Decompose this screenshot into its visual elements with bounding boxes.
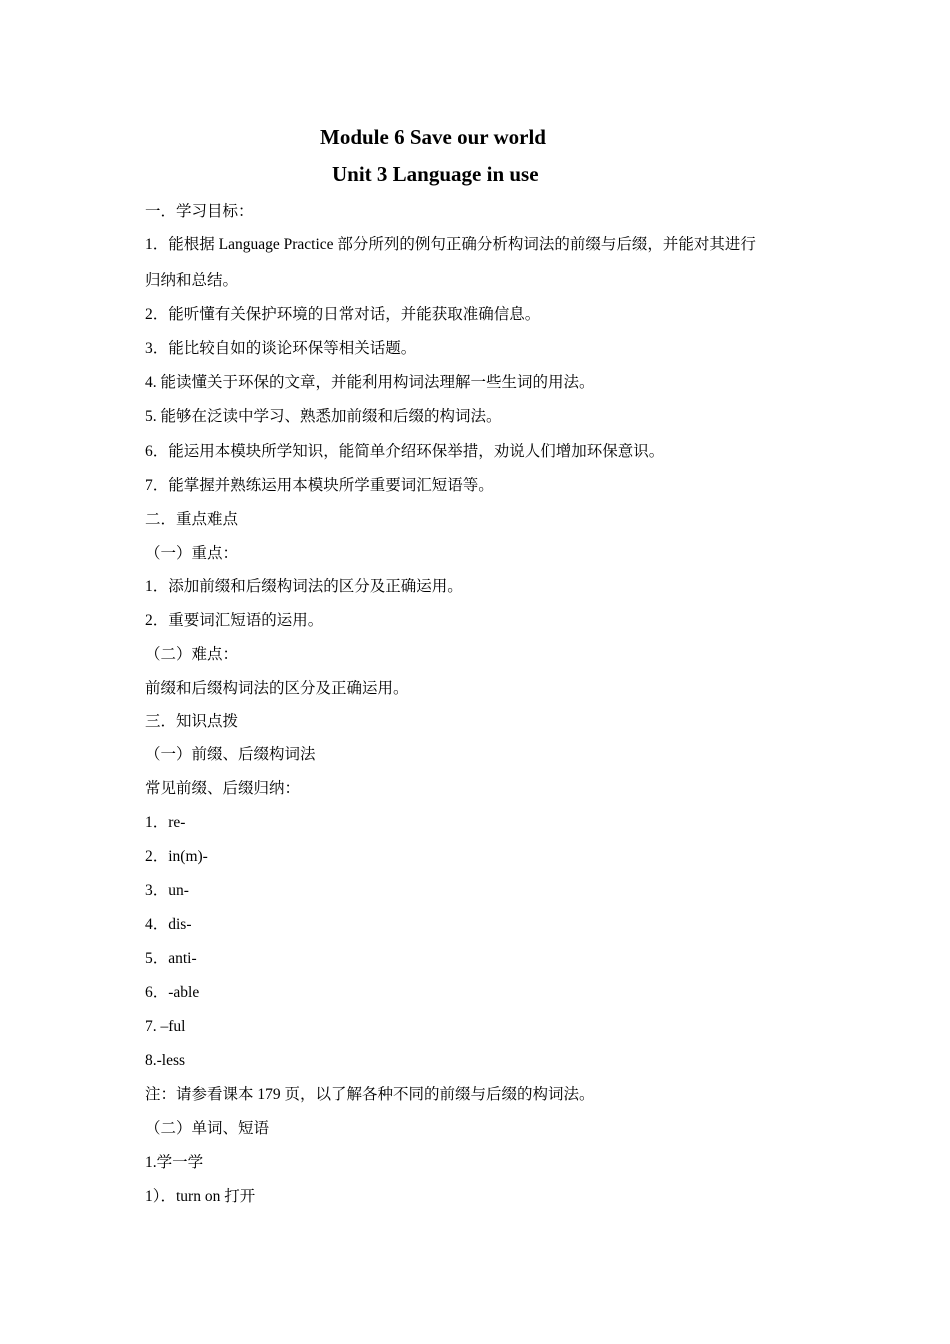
goal-item-2: 2．能听懂有关保护环境的日常对话，并能获取准确信息。 [145,306,541,323]
affix-item-6: 6．-able [145,984,200,1001]
affix-item-3: 3．un- [145,882,189,899]
vocabulary-item-1: 1）．turn on 打开 [145,1188,256,1205]
affix-item-5: 5．anti- [145,950,197,967]
goal-item-1-continued: 归纳和总结。 [145,272,239,289]
section-heading-knowledge: 三．知识点拨 [145,713,239,730]
goal-item-3: 3．能比较自如的谈论环保等相关话题。 [145,340,417,357]
document-title: Module 6 Save our world [320,125,546,149]
document-subtitle: Unit 3 Language in use [332,162,539,186]
vocabulary-learn-heading: 1.学一学 [145,1154,204,1171]
affix-summary-label: 常见前缀、后缀归纳： [145,780,301,797]
section-heading-learning-goals: 一．学习目标： [145,203,254,220]
section-heading-key-points: 二．重点难点 [145,511,239,528]
subsection-heading-focus: （一）重点： [145,545,239,562]
focus-item-2: 2．重要词汇短语的运用。 [145,612,324,629]
goal-item-7: 7．能掌握并熟练运用本模块所学重要词汇短语等。 [145,477,494,494]
subsection-heading-vocabulary: （二）单词、短语 [145,1120,270,1137]
difficulty-text: 前缀和后缀构词法的区分及正确运用。 [145,680,409,697]
affix-item-8: 8.-less [145,1052,186,1069]
goal-item-1: 1．能根据 Language Practice 部分所列的例句正确分析构词法的前缀与后缀，并能对其进行 [145,236,756,253]
affix-item-1: 1．re- [145,814,186,831]
note-text: 注：请参看课本 179 页，以了解各种不同的前缀与后缀的构词法。 [145,1086,595,1103]
goal-item-4: 4. 能读懂关于环保的文章，并能利用构词法理解一些生词的用法。 [145,374,595,391]
affix-item-2: 2．in(m)- [145,848,208,865]
goal-item-6: 6．能运用本模块所学知识，能简单介绍环保举措，劝说人们增加环保意识。 [145,443,665,460]
affix-item-4: 4．dis- [145,916,192,933]
affix-item-7: 7. –ful [145,1018,186,1035]
subsection-heading-word-formation: （一）前缀、后缀构词法 [145,746,316,763]
goal-item-5: 5. 能够在泛读中学习、熟悉加前缀和后缀的构词法。 [145,408,502,425]
subsection-heading-difficulty: （二）难点： [145,646,239,663]
focus-item-1: 1．添加前缀和后缀构词法的区分及正确运用。 [145,578,463,595]
